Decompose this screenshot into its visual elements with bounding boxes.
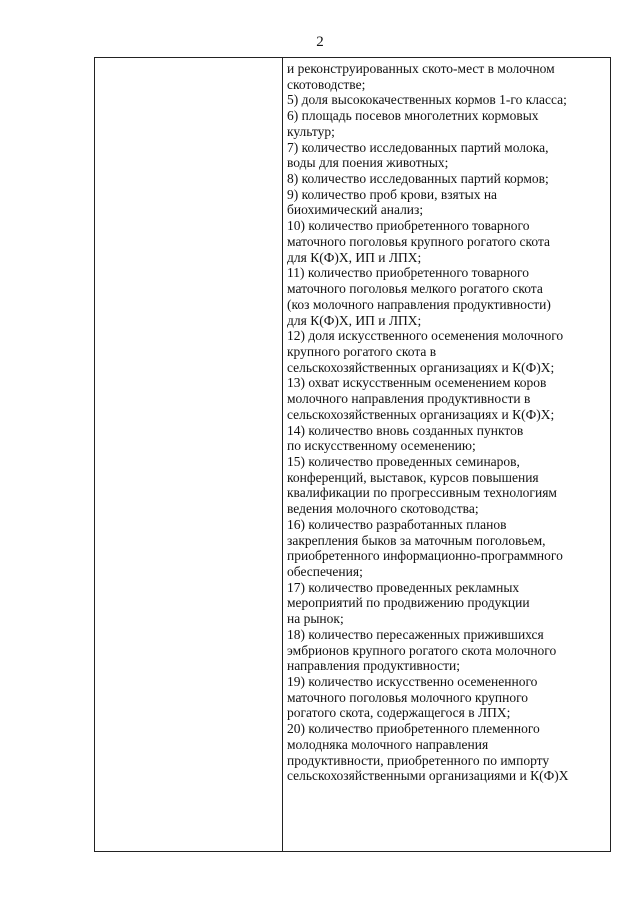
text-line: на рынок; — [287, 611, 344, 627]
text-line: 16) количество разработанных планов — [287, 516, 507, 532]
text-line: 11) количество приобретенного товарного — [287, 265, 530, 281]
text-line: маточного поголовья молочного крупного — [287, 689, 529, 705]
text-line: 7) количество исследованных партий молока, — [287, 139, 549, 155]
text-line: 9) количество проб крови, взятых на — [287, 186, 498, 202]
text-line: маточного поголовья мелкого рогатого скота — [287, 281, 543, 297]
text-line: по искусственному осеменению; — [287, 438, 476, 454]
text-line: квалификации по прогрессивным технологиям — [287, 485, 557, 501]
page-number: 2 — [316, 34, 324, 50]
text-line: 13) охват искусственным осеменением коров — [287, 375, 547, 391]
text-line: маточного поголовья крупного рогатого скота — [287, 233, 551, 249]
table-right-cell — [283, 58, 610, 851]
text-line: обеспечения; — [287, 564, 363, 579]
text-line: (коз молочного направления продуктивности) — [287, 296, 551, 312]
text-line: культур; — [287, 123, 335, 139]
text-line: мероприятий по продвижению продукции — [287, 595, 530, 611]
text-line: 5) доля высококачественных кормов 1-го класса; — [287, 92, 567, 108]
document-table — [94, 57, 611, 852]
text-line: ведения молочного скотоводства; — [287, 501, 479, 517]
text-line: и реконструированных ското-мест в молочном — [287, 61, 555, 76]
text-line: направления продуктивности; — [287, 658, 460, 674]
text-line: 14) количество вновь созданных пунктов — [287, 422, 524, 438]
text-line: рогатого скота, содержащегося в ЛПХ; — [287, 705, 511, 721]
text-line: молочного направления продуктивности в — [287, 391, 531, 407]
text-line: 6) площадь посевов многолетних кормовых — [287, 108, 539, 124]
text-line: молодняка молочного направления — [287, 736, 489, 752]
text-line: продуктивности, приобретенного по импорту — [287, 752, 550, 768]
text-line: 15) количество проведенных семинаров, — [287, 453, 520, 469]
text-line: скотоводстве; — [287, 76, 366, 92]
text-line: сельскохозяйственных организациях и К(Ф)Х; — [287, 406, 555, 422]
text-line: 8) количество исследованных партий кормов; — [287, 171, 549, 187]
text-line: конференций, выставок, курсов повышения — [287, 469, 539, 485]
text-line: 17) количество проведенных рекламных — [287, 579, 520, 595]
text-line: приобретенного информационно-программного — [287, 548, 563, 564]
text-line: закрепления быков за маточным поголовьем, — [287, 532, 546, 548]
text-line: для К(Ф)Х, ИП и ЛПХ; — [287, 249, 422, 265]
text-line: эмбрионов крупного рогатого скота молочного — [287, 642, 557, 658]
text-line: для К(Ф)Х, ИП и ЛПХ; — [287, 312, 422, 328]
text-line: сельскохозяйственных организациях и К(Ф)Х; — [287, 359, 555, 375]
text-line: 12) доля искусственного осеменения молочного — [287, 328, 564, 344]
text-line: крупного рогатого скота в — [287, 343, 437, 359]
text-line: сельскохозяйственными организациями и К(Ф)Х — [287, 768, 569, 784]
text-line: 10) количество приобретенного товарного — [287, 218, 530, 234]
text-line: 20) количество приобретенного племенного — [287, 721, 540, 737]
text-line: 18) количество пересаженных прижившихся — [287, 626, 544, 642]
text-line: биохимический анализ; — [287, 202, 424, 218]
text-line: 19) количество искусственно осемененного — [287, 674, 538, 690]
text-line: воды для поения животных; — [287, 155, 449, 171]
